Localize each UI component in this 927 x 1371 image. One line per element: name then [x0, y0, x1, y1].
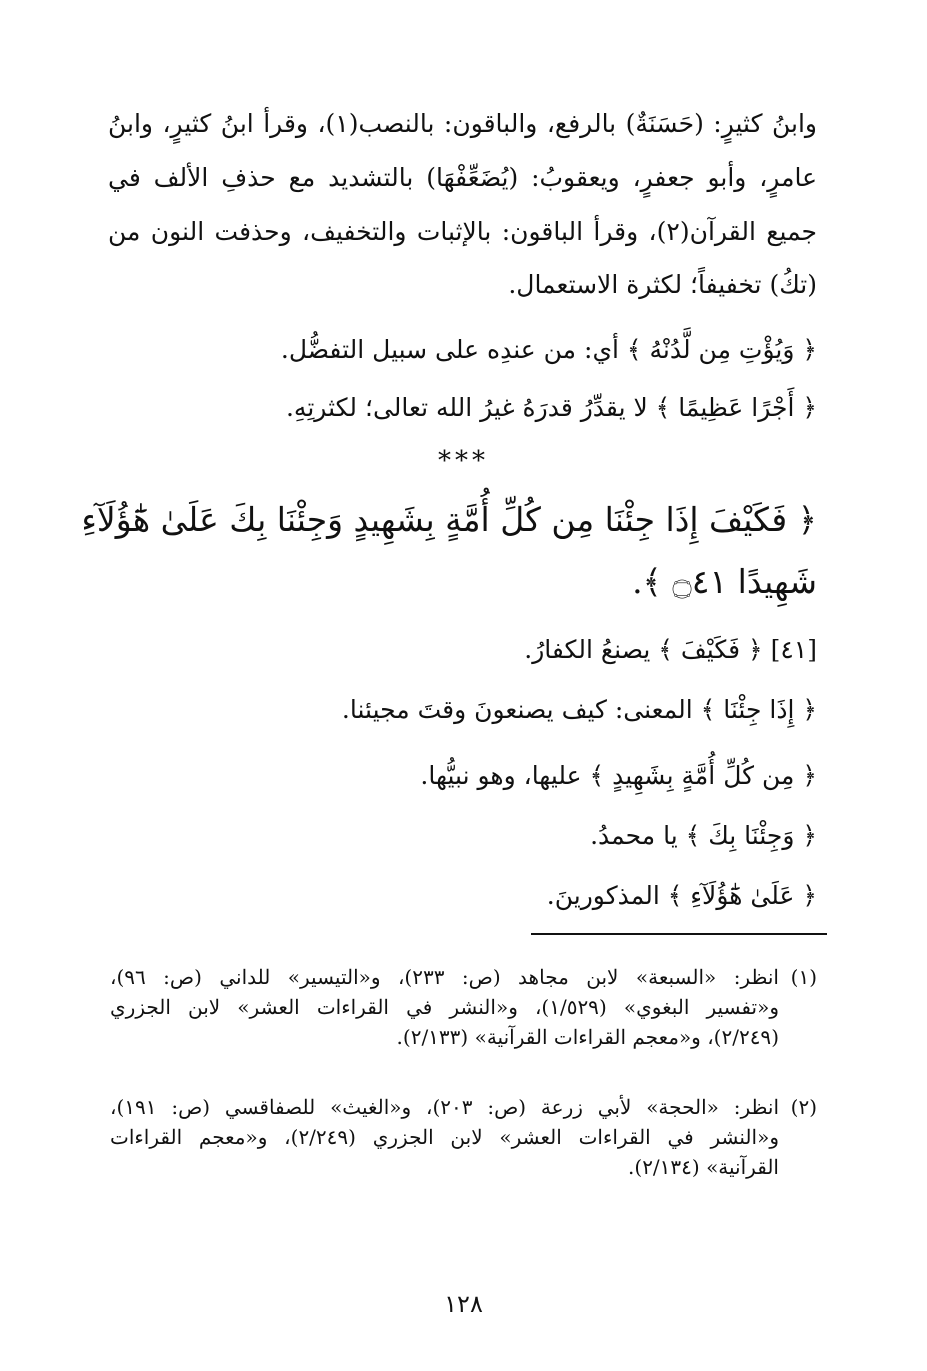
footnote-line: انظر: «السبعة» لابن مجاهد (ص: ٢٣٣)، و«التيسير» للداني (ص: ٩٦)، [110, 965, 779, 989]
footnote-line: القرآنية» (٢/١٣٤). [628, 1155, 779, 1179]
footnote-number: (١) [790, 965, 817, 989]
section-separator: *** [438, 446, 489, 476]
commentary-line: ﴿ مِن كُلِّ أُمَّةٍ بِشَهِيدٍ ﴾ عليها، وهو نبيُّها. [420, 761, 817, 790]
quran-verse-line: ﴿ فَكَيْفَ إِذَا جِئْنَا مِن كُلِّ أُمَّةٍ بِشَهِيدٍ وَجِئْنَا بِكَ عَلَىٰ هَٰٓؤُلَآءِ [81, 500, 817, 539]
footnote-line: انظر: «الحجة» لأبي زرعة (ص: ٢٠٣)، و«الغيث» للصفاقسي (ص: ١٩١)، [110, 1095, 780, 1119]
commentary-line: ﴿ إِذَا جِئْنَا ﴾ المعنى: كيف يصنعونَ وقتَ مجيئنا. [341, 695, 817, 724]
body-line: وابنُ كثيرٍ: (حَسَنَةٌ) بالرفع، والباقون: بالنصب(١)، وقرأ ابنُ كثيرٍ، وابنُ [108, 109, 817, 138]
commentary-line: ﴿ وَجِئْنَا بِكَ ﴾ يا محمدُ. [590, 821, 817, 850]
page-number: ١٢٨ [444, 1290, 483, 1318]
footnote-line: (٢/٢٤٩)، و«معجم القراءات القرآنية» (٢/١٣٣). [396, 1025, 779, 1049]
footnote-number: (٢) [790, 1095, 817, 1119]
commentary-line: [٤١] ﴿ فَكَيْفَ ﴾ يصنعُ الكفارُ. [524, 635, 817, 664]
footnote [110, 1092, 817, 1192]
footnote [110, 962, 817, 1062]
footnote-line: و«تفسير البغوي» (١/٥٢٩)، و«النشر في القراءات العشر» لابن الجزري [110, 995, 779, 1019]
body-line: عامرٍ، وأبو جعفرٍ، ويعقوبُ: (يُضَعِّفْهَا) بالتشديد مع حذفِ الألف في [108, 163, 817, 192]
commentary-line: ﴿ وَيُؤْتِ مِن لَّدُنْهُ ﴾ أي: من عندِه على سبيل التفضُّل. [280, 335, 817, 364]
footnote-divider [531, 933, 827, 935]
footnote-line: و«النشر في القراءات العشر» لابن الجزري (٢/٢٤٩)، و«معجم القراءات [110, 1125, 779, 1149]
body-line: (تكُ) تخفيفاً؛ لكثرة الاستعمال. [508, 270, 817, 299]
body-line: جميع القرآن(٢)، وقرأ الباقون: بالإثبات والتخفيف، وحذفت النون من [108, 217, 818, 246]
commentary-line: ﴿ عَلَىٰ هَٰٓؤُلَآءِ ﴾ المذكورينَ. [546, 881, 817, 910]
commentary-line: ﴿ أَجْرًا عَظِيمًا ﴾ لا يقدِّرُ قدرَهُ غيرُ الله تعالى؛ لكثرتِهِ. [285, 393, 817, 422]
quran-verse-line: شَهِيدًا ۝٤١ ﴾. [632, 562, 817, 601]
